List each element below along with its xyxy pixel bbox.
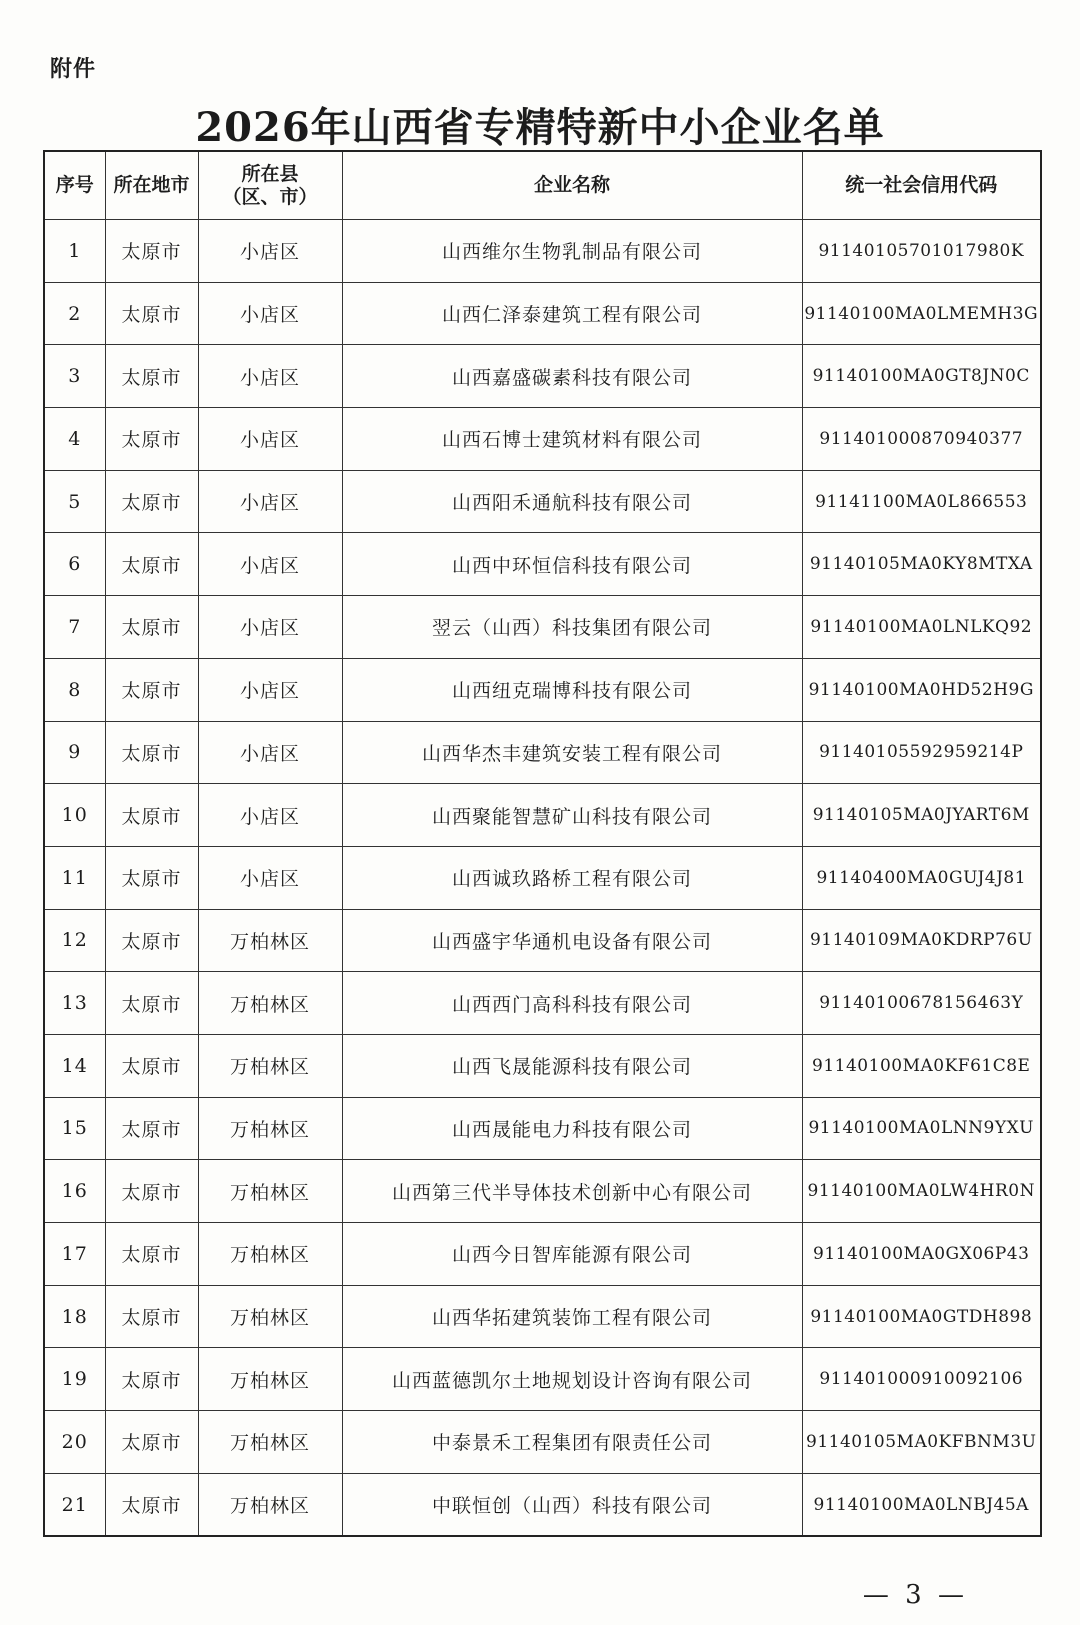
header-county-line2: （区、市） — [222, 185, 318, 208]
cell-city: 太原市 — [105, 1034, 198, 1097]
cell-name: 山西嘉盛碳素科技有限公司 — [342, 345, 802, 408]
cell-name: 山西华拓建筑装饰工程有限公司 — [342, 1285, 802, 1348]
cell-city: 太原市 — [105, 846, 198, 909]
cell-county: 万柏林区 — [198, 1473, 342, 1536]
cell-city: 太原市 — [105, 909, 198, 972]
cell-city: 太原市 — [105, 1473, 198, 1536]
table-row — [44, 784, 1041, 847]
table-row — [44, 721, 1041, 784]
cell-code: 91140100MA0LMEMH3G — [802, 282, 1041, 345]
cell-city: 太原市 — [105, 972, 198, 1035]
cell-code: 91140100MA0GX06P43 — [802, 1223, 1041, 1286]
cell-name: 中联恒创（山西）科技有限公司 — [342, 1473, 802, 1536]
table-row — [44, 470, 1041, 533]
table-row — [44, 282, 1041, 345]
table-row — [44, 408, 1041, 471]
cell-county: 万柏林区 — [198, 972, 342, 1035]
cell-name: 山西仁泽泰建筑工程有限公司 — [342, 282, 802, 345]
table-row — [44, 1285, 1041, 1348]
table-row — [44, 972, 1041, 1035]
cell-index: 20 — [44, 1411, 105, 1474]
cell-code: 91140100MA0LNLKQ92 — [802, 596, 1041, 659]
cell-index: 6 — [44, 533, 105, 596]
header-name: 企业名称 — [342, 151, 802, 220]
cell-county: 万柏林区 — [198, 1285, 342, 1348]
cell-code: 91140105592959214P — [802, 721, 1041, 784]
cell-city: 太原市 — [105, 721, 198, 784]
document-title: 2026年山西省专精特新中小企业名单 — [195, 104, 885, 151]
table-row — [44, 658, 1041, 721]
cell-code: 911401000910092106 — [802, 1348, 1041, 1411]
cell-code: 91140100MA0LNBJ45A — [802, 1473, 1041, 1536]
table-row — [44, 1348, 1041, 1411]
table-row — [44, 533, 1041, 596]
cell-county: 万柏林区 — [198, 1097, 342, 1160]
cell-index: 1 — [44, 220, 105, 283]
cell-county: 万柏林区 — [198, 1160, 342, 1223]
cell-name: 山西聚能智慧矿山科技有限公司 — [342, 784, 802, 847]
cell-name: 山西飞晟能源科技有限公司 — [342, 1034, 802, 1097]
cell-code: 91140100MA0GTDH898 — [802, 1285, 1041, 1348]
cell-index: 13 — [44, 972, 105, 1035]
cell-index: 10 — [44, 784, 105, 847]
header-county — [198, 151, 342, 220]
cell-name: 山西阳禾通航科技有限公司 — [342, 470, 802, 533]
cell-city: 太原市 — [105, 220, 198, 283]
cell-code: 91140105MA0JYART6M — [802, 784, 1041, 847]
cell-county: 万柏林区 — [198, 1034, 342, 1097]
cell-city: 太原市 — [105, 533, 198, 596]
cell-name: 翌云（山西）科技集团有限公司 — [342, 596, 802, 659]
cell-index: 18 — [44, 1285, 105, 1348]
table-row — [44, 220, 1041, 283]
cell-index: 2 — [44, 282, 105, 345]
table-row — [44, 1411, 1041, 1474]
cell-index: 9 — [44, 721, 105, 784]
cell-code: 91141100MA0L866553 — [802, 470, 1041, 533]
cell-city: 太原市 — [105, 1097, 198, 1160]
cell-code: 91140109MA0KDRP76U — [802, 909, 1041, 972]
cell-name: 山西蓝德凯尔土地规划设计咨询有限公司 — [342, 1348, 802, 1411]
cell-code: 91140100MA0HD52H9G — [802, 658, 1041, 721]
cell-name: 山西第三代半导体技术创新中心有限公司 — [342, 1160, 802, 1223]
cell-city: 太原市 — [105, 1411, 198, 1474]
cell-county: 小店区 — [198, 345, 342, 408]
cell-county: 小店区 — [198, 658, 342, 721]
cell-name: 山西石博士建筑材料有限公司 — [342, 408, 802, 471]
cell-index: 14 — [44, 1034, 105, 1097]
enterprise-table — [43, 150, 1042, 1537]
cell-city: 太原市 — [105, 408, 198, 471]
cell-name: 山西今日智库能源有限公司 — [342, 1223, 802, 1286]
cell-name: 山西诚玖路桥工程有限公司 — [342, 846, 802, 909]
cell-county: 万柏林区 — [198, 1411, 342, 1474]
cell-county: 小店区 — [198, 408, 342, 471]
cell-name: 山西盛宇华通机电设备有限公司 — [342, 909, 802, 972]
cell-index: 7 — [44, 596, 105, 659]
cell-county: 小店区 — [198, 784, 342, 847]
cell-city: 太原市 — [105, 1285, 198, 1348]
cell-code: 91140100678156463Y — [802, 972, 1041, 1035]
table-row — [44, 1473, 1041, 1536]
cell-index: 15 — [44, 1097, 105, 1160]
cell-code: 91140105MA0KFBNM3U — [802, 1411, 1041, 1474]
table-row — [44, 909, 1041, 972]
cell-code: 911401000870940377 — [802, 408, 1041, 471]
cell-index: 8 — [44, 658, 105, 721]
cell-index: 3 — [44, 345, 105, 408]
attachment-label: 附件 — [50, 57, 97, 82]
cell-county: 小店区 — [198, 846, 342, 909]
table-row — [44, 345, 1041, 408]
cell-city: 太原市 — [105, 596, 198, 659]
table-row — [44, 1097, 1041, 1160]
table-row — [44, 596, 1041, 659]
cell-city: 太原市 — [105, 470, 198, 533]
header-city: 所在地市 — [105, 151, 198, 220]
cell-name: 中泰景禾工程集团有限责任公司 — [342, 1411, 802, 1474]
cell-city: 太原市 — [105, 1160, 198, 1223]
cell-county: 小店区 — [198, 721, 342, 784]
cell-county: 小店区 — [198, 533, 342, 596]
cell-index: 11 — [44, 846, 105, 909]
cell-name: 山西维尔生物乳制品有限公司 — [342, 220, 802, 283]
cell-county: 万柏林区 — [198, 1348, 342, 1411]
cell-name: 山西晟能电力科技有限公司 — [342, 1097, 802, 1160]
cell-name: 山西西门高科科技有限公司 — [342, 972, 802, 1035]
table-row — [44, 846, 1041, 909]
cell-county: 万柏林区 — [198, 1223, 342, 1286]
cell-county: 小店区 — [198, 596, 342, 659]
cell-city: 太原市 — [105, 658, 198, 721]
cell-code: 91140400MA0GUJ4J81 — [802, 846, 1041, 909]
cell-name: 山西纽克瑞博科技有限公司 — [342, 658, 802, 721]
cell-index: 21 — [44, 1473, 105, 1536]
page-number: — 3 — — [862, 1580, 968, 1610]
cell-city: 太原市 — [105, 282, 198, 345]
header-code: 统一社会信用代码 — [802, 151, 1041, 220]
cell-index: 19 — [44, 1348, 105, 1411]
cell-code: 91140100MA0LNN9YXU — [802, 1097, 1041, 1160]
cell-name: 山西中环恒信科技有限公司 — [342, 533, 802, 596]
cell-city: 太原市 — [105, 784, 198, 847]
cell-county: 小店区 — [198, 220, 342, 283]
cell-index: 12 — [44, 909, 105, 972]
cell-index: 5 — [44, 470, 105, 533]
cell-city: 太原市 — [105, 1223, 198, 1286]
cell-county: 小店区 — [198, 282, 342, 345]
cell-county: 小店区 — [198, 470, 342, 533]
cell-index: 17 — [44, 1223, 105, 1286]
table-body — [44, 220, 1041, 1537]
cell-index: 16 — [44, 1160, 105, 1223]
table-row — [44, 1160, 1041, 1223]
cell-code: 91140100MA0GT8JN0C — [802, 345, 1041, 408]
cell-code: 91140105MA0KY8MTXA — [802, 533, 1041, 596]
cell-code: 91140105701017980K — [802, 220, 1041, 283]
table-row — [44, 1034, 1041, 1097]
cell-city: 太原市 — [105, 345, 198, 408]
cell-name: 山西华杰丰建筑安装工程有限公司 — [342, 721, 802, 784]
cell-county: 万柏林区 — [198, 909, 342, 972]
header-county-line1: 所在县 — [241, 162, 299, 185]
cell-index: 4 — [44, 408, 105, 471]
cell-code: 91140100MA0KF61C8E — [802, 1034, 1041, 1097]
cell-city: 太原市 — [105, 1348, 198, 1411]
table-row — [44, 1223, 1041, 1286]
table-header-row — [44, 151, 1041, 220]
header-index: 序号 — [44, 151, 105, 220]
cell-code: 91140100MA0LW4HR0N — [802, 1160, 1041, 1223]
